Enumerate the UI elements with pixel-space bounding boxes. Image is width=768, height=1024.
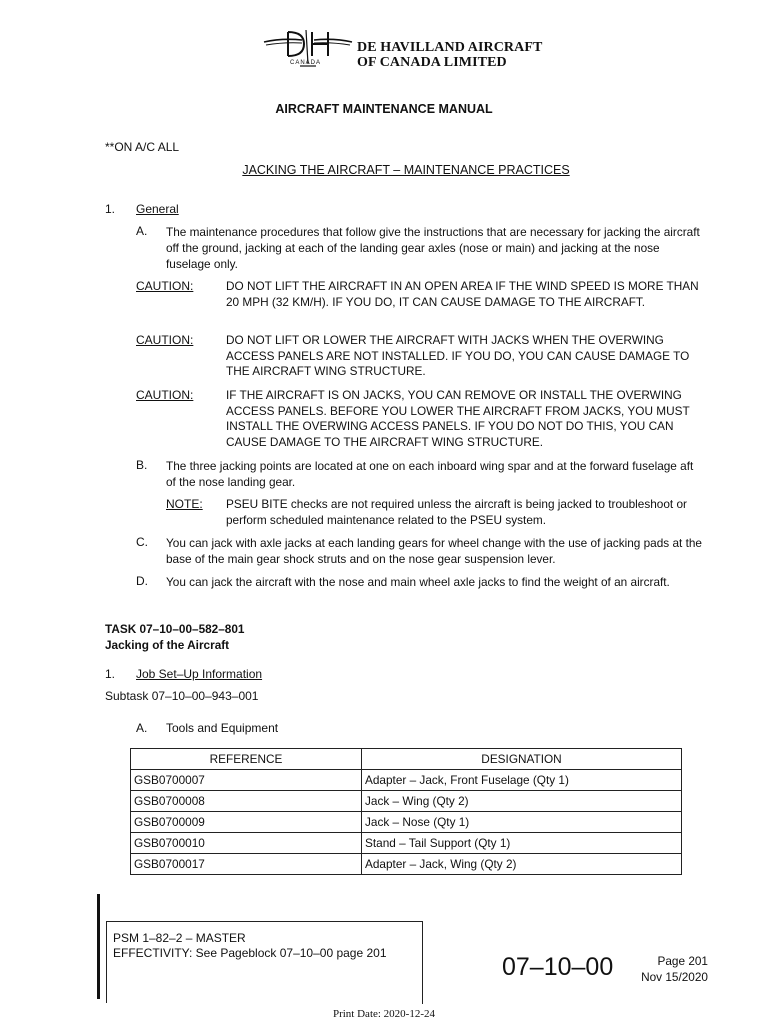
- company-logo: [262, 28, 354, 74]
- table-row: [131, 791, 682, 812]
- col-header-designation: DESIGNATION: [362, 749, 682, 770]
- table-row: [131, 833, 682, 854]
- task-header: [105, 621, 245, 653]
- caution-text-1: DO NOT LIFT THE AIRCRAFT IN AN OPEN AREA IF THE WIND SPEED IS MORE THAN 20 MPH (32 KM/H). IF YOU DO, IT CAN CAUSE DAMAGE TO THE AIRCRAFT.: [226, 279, 699, 309]
- col-header-reference: REFERENCE: [131, 749, 362, 770]
- task-title: Jacking of the Aircraft: [105, 638, 230, 652]
- tools-letter: A.: [136, 721, 148, 735]
- general-number: 1.: [105, 202, 116, 216]
- designation-cell: Stand – Tail Support (Qty 1): [362, 833, 682, 854]
- general-heading: General: [136, 202, 179, 216]
- para-a-letter: A.: [136, 224, 148, 238]
- para-d-letter: D.: [136, 574, 148, 588]
- reference-cell: GSB0700008: [131, 791, 362, 812]
- reference-cell: GSB0700017: [131, 854, 362, 875]
- chapter-number: 07–10–00: [502, 953, 614, 981]
- section-title: JACKING THE AIRCRAFT – MAINTENANCE PRACTICES: [242, 163, 570, 177]
- designation-cell: Adapter – Jack, Wing (Qty 2): [362, 854, 682, 875]
- page-info: [636, 953, 708, 985]
- caution-label-1: CAUTION:: [136, 279, 194, 293]
- caution-text-3: IF THE AIRCRAFT IS ON JACKS, YOU CAN REMOVE OR INSTALL THE OVERWING ACCESS PANELS. BEFORE YOU LOWER THE AIRCRAFT FROM JACKS, YOU MUST INSTALL THE OVERWING ACCESS PANELS. IF YOU DO NOT DO THIS, YOU CAN CAUSE DAMAGE TO THE AIRCRAFT WING STRUCTURE.: [226, 388, 690, 449]
- footer-info: [113, 931, 387, 961]
- tools-heading: Tools and Equipment: [166, 721, 279, 735]
- applicability: **ON A/C ALL: [105, 140, 180, 154]
- reference-cell: GSB0700009: [131, 812, 362, 833]
- footer-psm: PSM 1–82–2 – MASTER: [113, 931, 246, 945]
- para-c-letter: C.: [136, 535, 148, 549]
- footer-box-left-edge: [106, 921, 107, 1003]
- table-header-row: [131, 749, 682, 770]
- page-number: Page 201: [657, 954, 708, 968]
- para-a-text: The maintenance procedures that follow give the instructions that are necessary for jacking the aircraft off the ground, jacking at each of the landing gear axles (nose or main) and jacking at the nose fuselage only.: [166, 225, 700, 271]
- para-c-text: You can jack with axle jacks at each landing gears for wheel change with the use of jacking pads at the base of the main gear shock struts and on the nose gear suspension lever.: [166, 536, 702, 566]
- table-row: [131, 812, 682, 833]
- tools-table: [130, 748, 682, 875]
- task-number: TASK 07–10–00–582–801: [105, 622, 245, 636]
- setup-number: 1.: [105, 667, 116, 681]
- reference-cell: GSB0700010: [131, 833, 362, 854]
- table-row: [131, 770, 682, 791]
- subtask-id: Subtask 07–10–00–943–001: [105, 689, 259, 703]
- print-date: Print Date: 2020-12-24: [332, 1008, 436, 1020]
- designation-cell: Jack – Nose (Qty 1): [362, 812, 682, 833]
- note-text: PSEU BITE checks are not required unless the aircraft is being jacked to troubleshoot or perform scheduled maintenance related to the PSEU system.: [226, 497, 687, 527]
- footer-effectivity: EFFECTIVITY: See Pageblock 07–10–00 page 201: [113, 946, 387, 960]
- company-line-2: OF CANADA LIMITED: [357, 55, 507, 70]
- caution-label-2: CAUTION:: [136, 333, 194, 347]
- logo-caption: CANADA: [290, 60, 322, 66]
- caution-label-3: CAUTION:: [136, 388, 194, 402]
- para-b-letter: B.: [136, 458, 148, 472]
- designation-cell: Adapter – Jack, Front Fuselage (Qty 1): [362, 770, 682, 791]
- company-line-1: DE HAVILLAND AIRCRAFT: [357, 40, 543, 55]
- designation-cell: Jack – Wing (Qty 2): [362, 791, 682, 812]
- para-b-text: The three jacking points are located at one on each inboard wing spar and at the forward fuselage aft of the nose landing gear.: [166, 459, 694, 489]
- para-d-text: You can jack the aircraft with the nose and main wheel axle jacks to find the weight of an aircraft.: [166, 575, 670, 589]
- note-label: NOTE:: [166, 497, 203, 511]
- setup-heading: Job Set–Up Information: [136, 667, 263, 681]
- page-date: Nov 15/2020: [641, 970, 708, 984]
- reference-cell: GSB0700007: [131, 770, 362, 791]
- revision-bar: [97, 894, 100, 999]
- manual-title: AIRCRAFT MAINTENANCE MANUAL: [275, 102, 493, 116]
- caution-text-2: DO NOT LIFT OR LOWER THE AIRCRAFT WITH JACKS WHEN THE OVERWING ACCESS PANELS ARE NOT INSTALLED. IF YOU DO, YOU CAN CAUSE DAMAGE TO THE AIRCRAFT WING STRUCTURE.: [226, 333, 690, 378]
- table-row: [131, 854, 682, 875]
- company-name: [357, 40, 542, 70]
